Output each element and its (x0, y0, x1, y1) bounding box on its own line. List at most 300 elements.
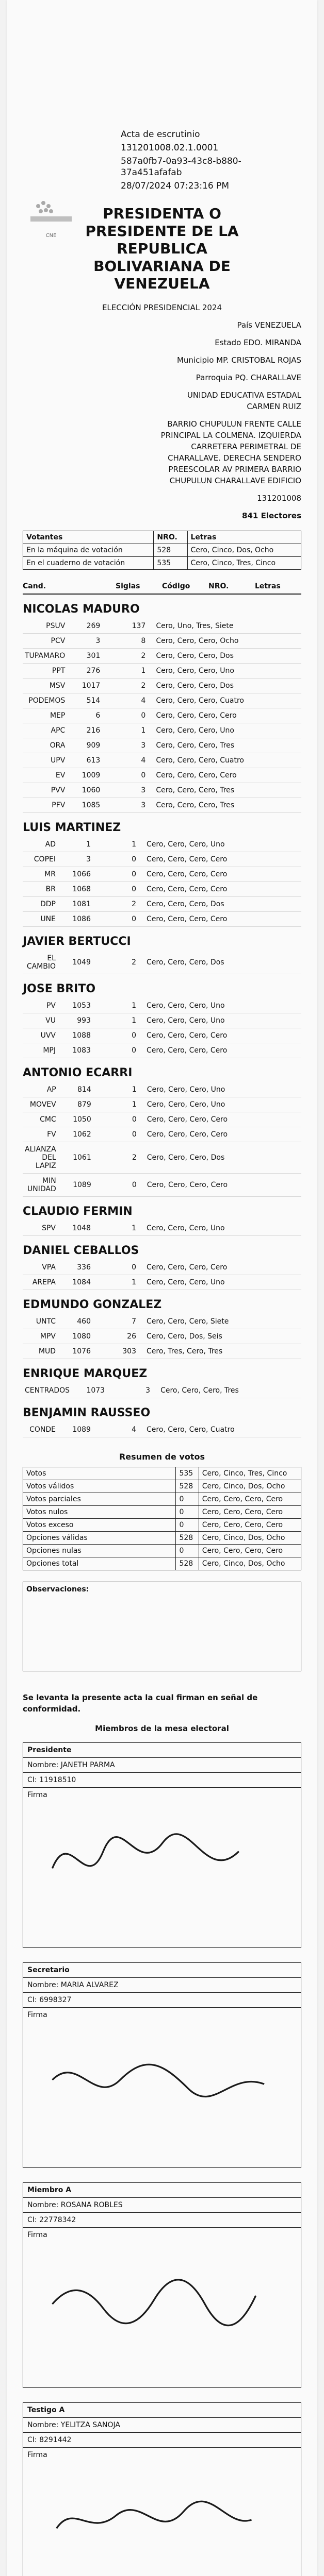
party-sigla: VPA (23, 1260, 58, 1275)
table-row (23, 708, 301, 723)
party-code: 3 (67, 634, 102, 649)
table-row (23, 753, 301, 768)
party-votes: 7 (93, 1314, 138, 1329)
table-row (23, 1013, 301, 1028)
party-sigla: DDP (23, 897, 58, 912)
party-sigla: COPEI (23, 852, 58, 867)
party-votes: 0 (93, 1043, 138, 1058)
party-code: 1083 (58, 1043, 93, 1058)
party-sigla: SPV (23, 1221, 58, 1236)
acta-header (121, 129, 301, 192)
party-sigla: MIN UNIDAD (23, 1174, 58, 1197)
party-votes-words: Cero, Cero, Cero, Uno (138, 837, 301, 852)
party-code: 301 (67, 649, 102, 664)
member-ci: CI: 22778342 (23, 2213, 301, 2228)
summary-words: Cero, Cinco, Tres, Cinco (199, 1467, 301, 1480)
party-votes: 1 (93, 837, 138, 852)
party-code: 1076 (58, 1344, 93, 1359)
summary-label: Votos nulos (23, 1506, 176, 1519)
summary-row (23, 1480, 301, 1493)
candidate-name: EDMUNDO GONZALEZ (23, 1298, 162, 1311)
summary-table (23, 1467, 301, 1570)
party-code: 1086 (58, 912, 93, 927)
acta-document (7, 0, 317, 2576)
party-votes-words: Cero, Cero, Cero, Dos (148, 649, 301, 664)
table-row (23, 1112, 301, 1127)
table-row (23, 1082, 301, 1097)
firma-label: Firma (27, 2451, 47, 2459)
party-votes: 3 (102, 738, 148, 753)
party-votes-words: Cero, Cero, Cero, Cero (138, 912, 301, 927)
party-sigla: PSUV (23, 619, 67, 634)
party-votes: 2 (93, 897, 138, 912)
party-table (23, 1383, 301, 1398)
party-code: 909 (67, 738, 102, 753)
acta-hash: 587a0fb7-0a93-43c8-b880-37a451afafab (121, 156, 241, 178)
election-name: ELECCIÓN PRESIDENCIAL 2024 (102, 303, 222, 312)
party-sigla: PFV (23, 798, 67, 813)
party-code: 216 (67, 723, 102, 738)
acta-datetime: 28/07/2024 07:23:16 PM (121, 181, 230, 191)
party-table (23, 998, 301, 1058)
party-votes: 1 (102, 664, 148, 679)
party-votes-words: Cero, Cero, Cero, Uno (148, 664, 301, 679)
party-votes: 1 (93, 1221, 138, 1236)
table-row: En la máquina de votación 528 Cero, Cinco, Dos, Ocho (23, 544, 301, 557)
handwritten-signature-icon (44, 2028, 281, 2131)
party-table (23, 1260, 301, 1290)
party-code: 879 (58, 1097, 93, 1112)
party-code: 1060 (67, 783, 102, 798)
party-votes: 2 (93, 1142, 139, 1174)
party-sigla: UNTC (23, 1314, 58, 1329)
party-sigla: PCV (23, 634, 67, 649)
summary-words: Cero, Cero, Cero, Cero (199, 1506, 301, 1519)
acta-id: 131201008.02.1.0001 (121, 143, 219, 153)
table-row (23, 649, 301, 664)
candidate-name: ANTONIO ECARRI (23, 1066, 133, 1079)
party-votes: 4 (102, 693, 148, 708)
candidate-name: NICOLAS MADURO (23, 603, 140, 616)
party-table (23, 951, 301, 974)
party-votes: 2 (93, 951, 138, 974)
observations-label: Observaciones: (26, 1585, 89, 1594)
party-votes: 4 (93, 1422, 138, 1437)
summary-label: Votos exceso (23, 1519, 176, 1532)
member-name: Nombre: MARIA ALVAREZ (23, 1978, 301, 1993)
party-code: 1017 (67, 679, 102, 693)
table-row (23, 798, 301, 813)
table-row (23, 951, 301, 974)
summary-row (23, 1519, 301, 1532)
party-votes-words: Cero, Cero, Cero, Tres (152, 1383, 301, 1398)
party-votes-words: Cero, Cero, Cero, Siete (138, 1314, 301, 1329)
party-code: 1085 (67, 798, 102, 813)
party-code: 1081 (58, 897, 93, 912)
document-title: PRESIDENTA O PRESIDENTE DE LA REPUBLICA BOLIVARIANA DE VENEZUELA (85, 205, 239, 292)
summary-row (23, 1493, 301, 1506)
party-code: 1084 (58, 1275, 93, 1290)
summary-words: Cero, Cinco, Dos, Ocho (199, 1532, 301, 1545)
party-votes-words: Cero, Cero, Cero, Dos (148, 679, 301, 693)
party-sigla: PV (23, 998, 58, 1013)
table-row (23, 1174, 301, 1197)
member-role: Miembro A (23, 2183, 301, 2198)
table-row (23, 1275, 301, 1290)
party-table (23, 1082, 301, 1197)
party-code: 814 (58, 1082, 93, 1097)
table-row (23, 1127, 301, 1142)
summary-words: Cero, Cero, Cero, Cero (199, 1545, 301, 1557)
party-votes-words: Cero, Cero, Cero, Cero (148, 768, 301, 783)
party-votes: 0 (93, 1112, 139, 1127)
member-card (23, 1742, 301, 1948)
firma-label: Firma (27, 1791, 47, 1799)
party-code: 276 (67, 664, 102, 679)
observations-box (23, 1582, 301, 1671)
center-code: 131201008 (257, 494, 301, 503)
party-votes-words: Cero, Cero, Cero, Cero (138, 1028, 301, 1043)
member-name: Nombre: YELITZA SANOJA (23, 2418, 301, 2433)
party-votes: 0 (93, 1174, 139, 1197)
party-sigla: PODEMOS (23, 693, 67, 708)
summary-label: Opciones nulas (23, 1545, 176, 1557)
party-sigla: MUD (23, 1344, 58, 1359)
party-votes-words: Cero, Cero, Cero, Tres (148, 798, 301, 813)
party-table (23, 837, 301, 927)
party-sigla: PVV (23, 783, 67, 798)
table-row (23, 1142, 301, 1174)
member-ci: CI: 8291442 (23, 2433, 301, 2448)
party-code: 336 (58, 1260, 93, 1275)
acta-label: Acta de escrutinio (121, 129, 200, 140)
summary-nro: 0 (176, 1493, 199, 1506)
candidates-list (23, 603, 301, 1437)
party-code: 1066 (58, 867, 93, 882)
candidate-name: ENRIQUE MARQUEZ (23, 1367, 148, 1380)
table-row (23, 1260, 301, 1275)
signature-area (23, 2228, 301, 2387)
party-code: 6 (67, 708, 102, 723)
party-votes: 1 (93, 998, 138, 1013)
party-votes: 1 (102, 723, 148, 738)
party-code: 460 (58, 1314, 93, 1329)
table-row (23, 998, 301, 1013)
party-code: 1068 (58, 882, 93, 897)
party-code: 1062 (58, 1127, 93, 1142)
table-row (23, 738, 301, 753)
table-row (23, 837, 301, 852)
table-row (23, 1422, 301, 1437)
party-votes-words: Cero, Cero, Cero, Cero (138, 882, 301, 897)
party-votes: 3 (102, 783, 148, 798)
table-row (23, 679, 301, 693)
party-code: 269 (67, 619, 102, 634)
party-sigla: EL CAMBIO (23, 951, 58, 974)
party-sigla: PPT (23, 664, 67, 679)
party-code: 514 (67, 693, 102, 708)
summary-words: Cero, Cero, Cero, Cero (199, 1519, 301, 1532)
summary-nro: 528 (176, 1532, 199, 1545)
party-code: 1050 (58, 1112, 93, 1127)
party-sigla: MEP (23, 708, 67, 723)
party-votes-words: Cero, Cero, Cero, Cuatro (138, 1422, 301, 1437)
summary-nro: 528 (176, 1480, 199, 1493)
party-votes-words: Cero, Cero, Cero, Uno (138, 1275, 301, 1290)
party-votes-words: Cero, Cero, Cero, Cero (139, 1174, 301, 1197)
party-table (23, 1422, 301, 1437)
candidate-name: BENJAMIN RAUSSEO (23, 1406, 151, 1419)
party-sigla: BR (23, 882, 58, 897)
party-votes-words: Cero, Cero, Cero, Tres (148, 783, 301, 798)
member-card (23, 2182, 301, 2388)
handwritten-signature-icon (44, 2248, 281, 2351)
party-sigla: VU (23, 1013, 58, 1028)
state: Estado EDO. MIRANDA (215, 338, 301, 347)
party-sigla: FV (23, 1127, 58, 1142)
party-votes-words: Cero, Cero, Cero, Cero (138, 867, 301, 882)
party-code: 1088 (58, 1028, 93, 1043)
party-sigla: UVV (23, 1028, 58, 1043)
party-table (23, 1221, 301, 1236)
party-code: 1048 (58, 1221, 93, 1236)
member-role: Testigo A (23, 2403, 301, 2418)
party-sigla: AREPA (23, 1275, 58, 1290)
party-code: 993 (58, 1013, 93, 1028)
votantes-header: Votantes (23, 531, 154, 544)
summary-title: Resumen de votos (119, 1452, 205, 1462)
party-votes-words: Cero, Cero, Cero, Cuatro (148, 753, 301, 768)
party-votes-words: Cero, Cero, Cero, Dos (139, 1142, 301, 1174)
party-votes-words: Cero, Cero, Cero, Uno (148, 723, 301, 738)
party-votes: 4 (102, 753, 148, 768)
party-sigla: MOVEV (23, 1097, 58, 1112)
party-votes: 2 (102, 649, 148, 664)
table-row (23, 1329, 301, 1344)
party-votes: 0 (93, 867, 138, 882)
party-code: 1009 (67, 768, 102, 783)
party-code: 1089 (58, 1174, 93, 1197)
party-votes: 1 (93, 1275, 138, 1290)
closing-statement: Se levanta la presente acta la cual firman en señal de conformidad. (23, 1693, 258, 1714)
party-sigla: UPV (23, 753, 67, 768)
table-row (23, 619, 301, 634)
party-votes-words: Cero, Cero, Cero, Ocho (148, 634, 301, 649)
party-votes-words: Cero, Cero, Cero, Cero (138, 1043, 301, 1058)
candidate-name: LUIS MARTINEZ (23, 821, 121, 834)
center-name: UNIDAD EDUCATIVA ESTADAL CARMEN RUIZ (187, 391, 301, 411)
nro-header: NRO. (154, 531, 187, 544)
logo-caption: CNE (45, 233, 57, 239)
party-votes-words: Cero, Cero, Cero, Cero (139, 1127, 301, 1142)
table-row (23, 693, 301, 708)
candidate-name: JAVIER BERTUCCI (23, 935, 131, 948)
party-votes-words: Cero, Cero, Cero, Uno (138, 1221, 301, 1236)
party-votes-words: Cero, Tres, Cero, Tres (138, 1344, 301, 1359)
member-ci: CI: 6998327 (23, 1993, 301, 2008)
member-name: Nombre: ROSANA ROBLES (23, 2198, 301, 2213)
candidate-name: CLAUDIO FERMIN (23, 1205, 133, 1218)
party-votes-words: Cero, Cero, Cero, Tres (148, 738, 301, 753)
party-code: 1053 (58, 998, 93, 1013)
party-columns: Cand. Siglas Código NRO. Letras (23, 579, 301, 595)
table-row (23, 912, 301, 927)
firma-label: Firma (27, 2231, 47, 2239)
party-votes-words: Cero, Cero, Cero, Cero (148, 708, 301, 723)
party-code: 1049 (58, 951, 93, 974)
party-sigla: AD (23, 837, 58, 852)
party-table (23, 1314, 301, 1359)
table-row (23, 1383, 301, 1398)
party-votes: 0 (93, 912, 138, 927)
table-row (23, 1043, 301, 1058)
table-row (23, 664, 301, 679)
party-code: 1080 (58, 1329, 93, 1344)
party-sigla: CENTRADOS (23, 1383, 72, 1398)
table-row (23, 1221, 301, 1236)
party-votes: 0 (102, 708, 148, 723)
party-votes-words: Cero, Cero, Dos, Seis (138, 1329, 301, 1344)
members-title: Miembros de la mesa electoral (95, 1724, 229, 1733)
summary-row (23, 1506, 301, 1519)
table-row (23, 852, 301, 867)
party-sigla: UNE (23, 912, 58, 927)
party-votes: 1 (93, 1082, 139, 1097)
party-votes-words: Cero, Cero, Cero, Uno (138, 998, 301, 1013)
table-row (23, 897, 301, 912)
votantes-table (23, 531, 301, 570)
summary-label: Votos parciales (23, 1493, 176, 1506)
letras-header: Letras (187, 531, 301, 544)
signature-area (23, 2448, 301, 2576)
table-row (23, 634, 301, 649)
summary-label: Opciones total (23, 1557, 176, 1570)
party-votes: 137 (102, 619, 148, 634)
party-sigla: MPJ (23, 1043, 58, 1058)
party-code: 1 (58, 837, 93, 852)
member-card (23, 1962, 301, 2168)
party-table (23, 619, 301, 813)
table-row (23, 1097, 301, 1112)
municipality: Municipio MP. CRISTOBAL ROJAS (176, 355, 301, 365)
party-sigla: CONDE (23, 1422, 58, 1437)
party-votes-words: Cero, Cero, Cero, Cero (138, 852, 301, 867)
member-ci: CI: 11918510 (23, 1773, 301, 1788)
summary-words: Cero, Cinco, Dos, Ocho (199, 1480, 301, 1493)
party-votes: 26 (93, 1329, 138, 1344)
party-votes-words: Cero, Cero, Cero, Cero (138, 1260, 301, 1275)
party-sigla: CMC (23, 1112, 58, 1127)
handwritten-signature-icon (44, 1808, 281, 1911)
summary-nro: 535 (176, 1467, 199, 1480)
summary-nro: 0 (176, 1519, 199, 1532)
party-votes-words: Cero, Cero, Cero, Dos (138, 951, 301, 974)
party-sigla: AP (23, 1082, 58, 1097)
party-votes-words: Cero, Cero, Cero, Uno (138, 1013, 301, 1028)
party-votes: 0 (93, 1127, 139, 1142)
summary-label: Opciones válidas (23, 1532, 176, 1545)
party-votes-words: Cero, Cero, Cero, Cuatro (148, 693, 301, 708)
member-card (23, 2402, 301, 2576)
party-votes-words: Cero, Cero, Cero, Dos (138, 897, 301, 912)
party-sigla: EV (23, 768, 67, 783)
party-votes: 0 (102, 768, 148, 783)
party-sigla: APC (23, 723, 67, 738)
table-row: En el cuaderno de votación 535 Cero, Cinco, Tres, Cinco (23, 557, 301, 570)
party-votes: 3 (107, 1383, 152, 1398)
table-row (23, 1314, 301, 1329)
summary-words: Cero, Cinco, Dos, Ocho (199, 1557, 301, 1570)
party-votes-words: Cero, Cero, Cero, Uno (139, 1082, 301, 1097)
table-row (23, 882, 301, 897)
table-row (23, 783, 301, 798)
summary-label: Votos válidos (23, 1480, 176, 1493)
party-votes: 1 (93, 1013, 138, 1028)
summary-nro: 528 (176, 1557, 199, 1570)
party-votes: 0 (93, 852, 138, 867)
party-sigla: ALIANZA DEL LAPIZ (23, 1142, 58, 1174)
party-votes: 3 (102, 798, 148, 813)
party-votes: 2 (102, 679, 148, 693)
party-votes: 0 (93, 1028, 138, 1043)
summary-row (23, 1532, 301, 1545)
party-sigla: MR (23, 867, 58, 882)
party-votes: 0 (93, 1260, 138, 1275)
party-votes: 1 (93, 1097, 139, 1112)
party-sigla: MPV (23, 1329, 58, 1344)
signature-area (23, 1788, 301, 1947)
table-row (23, 1028, 301, 1043)
handwritten-signature-icon (44, 2468, 281, 2571)
party-votes: 0 (93, 882, 138, 897)
country: País VENEZUELA (237, 320, 301, 330)
parish: Parroquia PQ. CHARALLAVE (196, 373, 301, 382)
party-votes-words: Cero, Cero, Cero, Uno (139, 1097, 301, 1112)
party-code: 1073 (72, 1383, 107, 1398)
table-row (23, 1344, 301, 1359)
cne-logo-icon (23, 196, 79, 237)
party-votes: 303 (93, 1344, 138, 1359)
firma-label: Firma (27, 2011, 47, 2019)
electors-count: 841 Electores (242, 511, 301, 520)
summary-nro: 0 (176, 1545, 199, 1557)
summary-words: Cero, Cero, Cero, Cero (199, 1493, 301, 1506)
party-sigla: TUPAMARO (23, 649, 67, 664)
party-votes-words: Cero, Uno, Tres, Siete (148, 619, 301, 634)
summary-label: Votos (23, 1467, 176, 1480)
center-address: BARRIO CHUPULUN FRENTE CALLE PRINCIPAL LA COLMENA. IZQUIERDA CARRETERA PERIMETRAL DE CHARALLAVE. DERECHA SENDERO PREESCOLAR AV PRIMERA BARRIO CHUPULUN CHARALLAVE EDIFICIO (160, 419, 301, 485)
party-code: 1061 (58, 1142, 93, 1174)
party-code: 1089 (58, 1422, 93, 1437)
party-sigla: MSV (23, 679, 67, 693)
member-name: Nombre: JANETH PARMA (23, 1758, 301, 1773)
member-role: Presidente (23, 1743, 301, 1758)
party-votes-words: Cero, Cero, Cero, Cero (139, 1112, 301, 1127)
summary-row (23, 1467, 301, 1480)
signature-area (23, 2008, 301, 2167)
candidate-name: JOSE BRITO (23, 982, 96, 995)
candidate-name: DANIEL CEBALLOS (23, 1244, 139, 1257)
party-code: 3 (58, 852, 93, 867)
table-row (23, 768, 301, 783)
table-row (23, 723, 301, 738)
members-list (23, 1742, 301, 2576)
table-row (23, 867, 301, 882)
summary-row (23, 1545, 301, 1557)
party-sigla: ORA (23, 738, 67, 753)
summary-nro: 0 (176, 1506, 199, 1519)
member-role: Secretario (23, 1963, 301, 1978)
